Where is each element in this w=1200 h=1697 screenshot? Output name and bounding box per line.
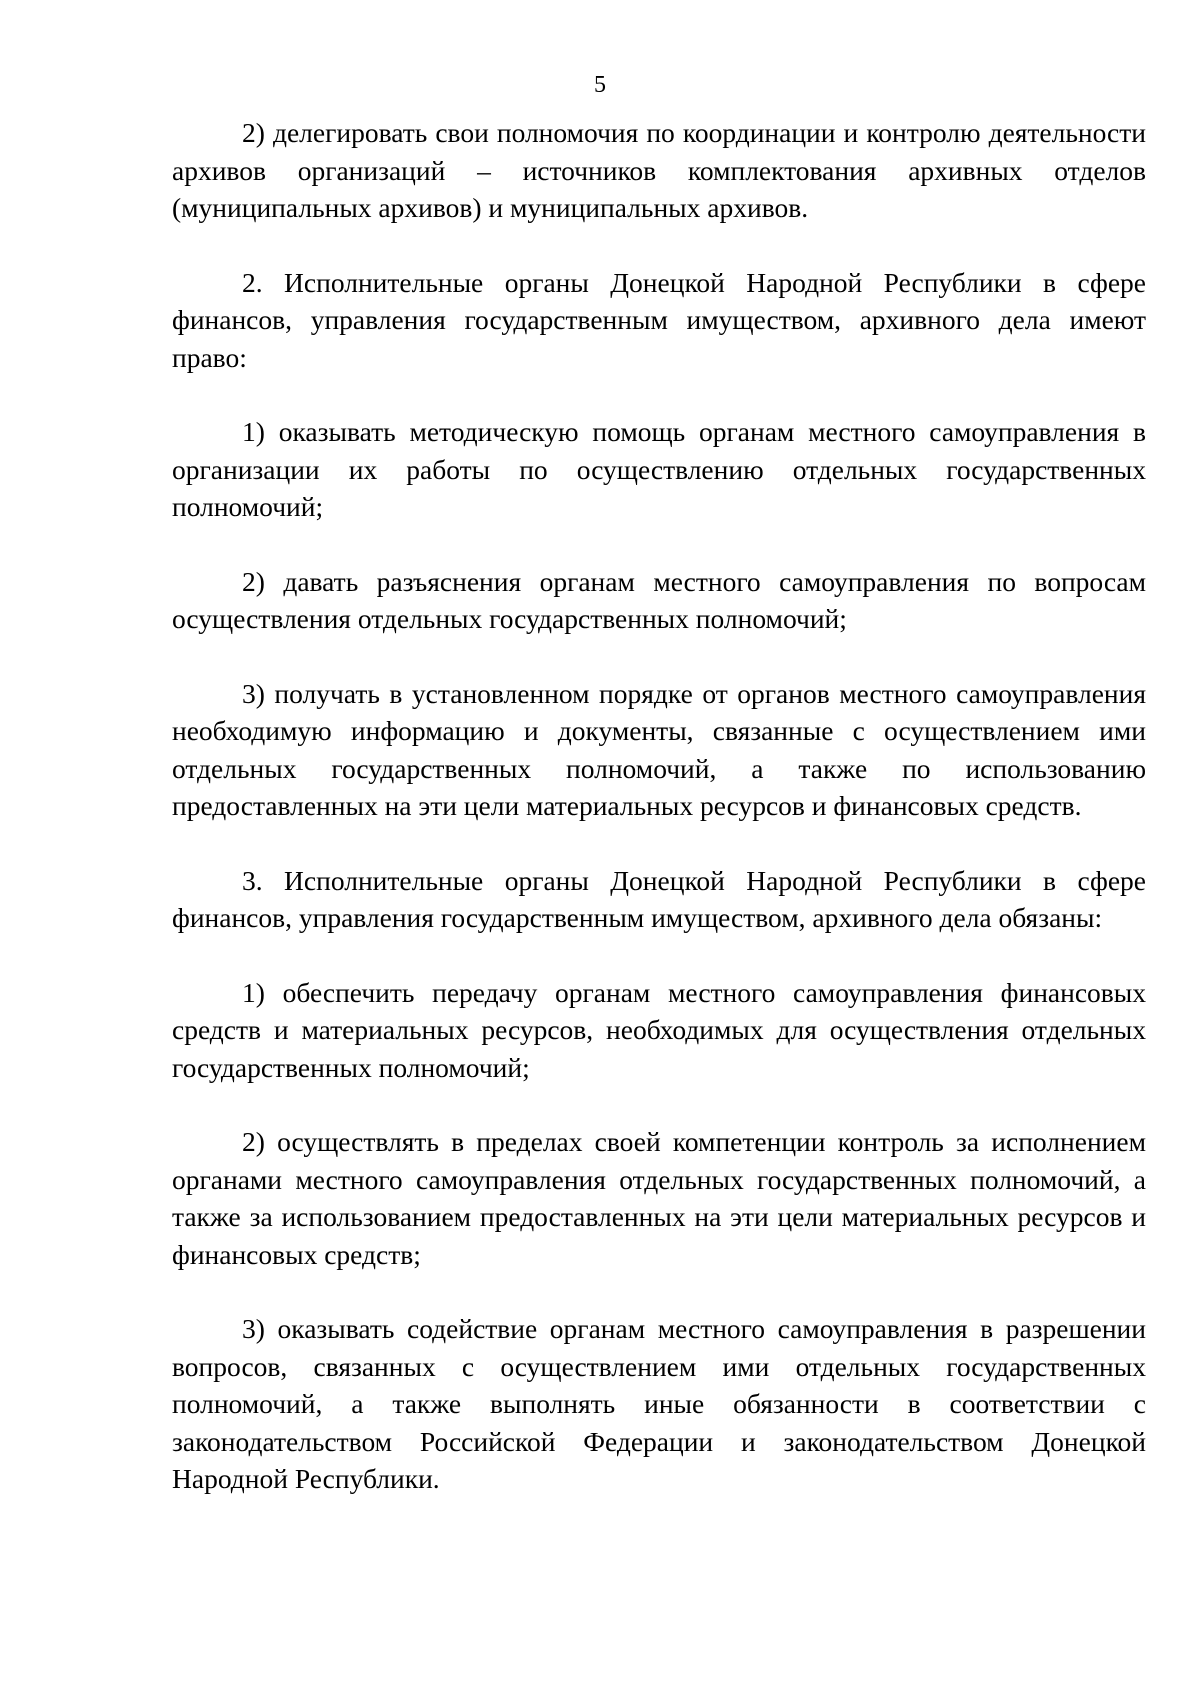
paragraph-section-2: 2. Исполнительные органы Донецкой Народной Республики в сфере финансов, управления государственным имуществом, архивного дела имеют право: bbox=[172, 266, 1146, 373]
document-body bbox=[172, 114, 1146, 1498]
page-number: 5 bbox=[594, 72, 606, 98]
paragraph-3-item-2: 2) осуществлять в пределах своей компетенции контроль за исполнением органами местного самоуправления отдельных государственных полномочий, а также за использованием предоставленных на эти цели материальных ресурсов и финансовых средств; bbox=[172, 1126, 1146, 1270]
paragraph-3-item-3: 3) оказывать содействие органам местного самоуправления в разрешении вопросов, связанных с осуществлением ими отдельных государственных полномочий, а также выполнять иные обязанности в соответствии с законодательством Российской Федерации и законодательством Донецкой Народной Республики. bbox=[172, 1313, 1146, 1494]
paragraph-3-item-1: 1) обеспечить передачу органам местного самоуправления финансовых средств и материальных ресурсов, необходимых для осуществления отдельных государственных полномочий; bbox=[172, 976, 1146, 1083]
paragraph-2-item-3: 3) получать в установленном порядке от органов местного самоуправления необходимую информацию и документы, связанные с осуществлением ими отдельных государственных полномочий, а также по использованию предоставленных на эти цели материальных ресурсов и финансовых средств. bbox=[172, 677, 1146, 821]
paragraph-1-item-2: 2) делегировать свои полномочия по координации и контролю деятельности архивов организаций – источников комплектования архивных отделов (муниципальных архивов) и муниципальных архивов. bbox=[172, 117, 1146, 223]
paragraph-2-item-2: 2) давать разъяснения органам местного самоуправления по вопросам осуществления отдельных государственных полномочий; bbox=[172, 565, 1146, 634]
paragraph-section-3: 3. Исполнительные органы Донецкой Народной Республики в сфере финансов, управления государственным имуществом, архивного дела обязаны: bbox=[172, 864, 1146, 933]
paragraph-2-item-1: 1) оказывать методическую помощь органам местного самоуправления в организации их работы по осуществлению отдельных государственных полномочий; bbox=[172, 416, 1146, 522]
